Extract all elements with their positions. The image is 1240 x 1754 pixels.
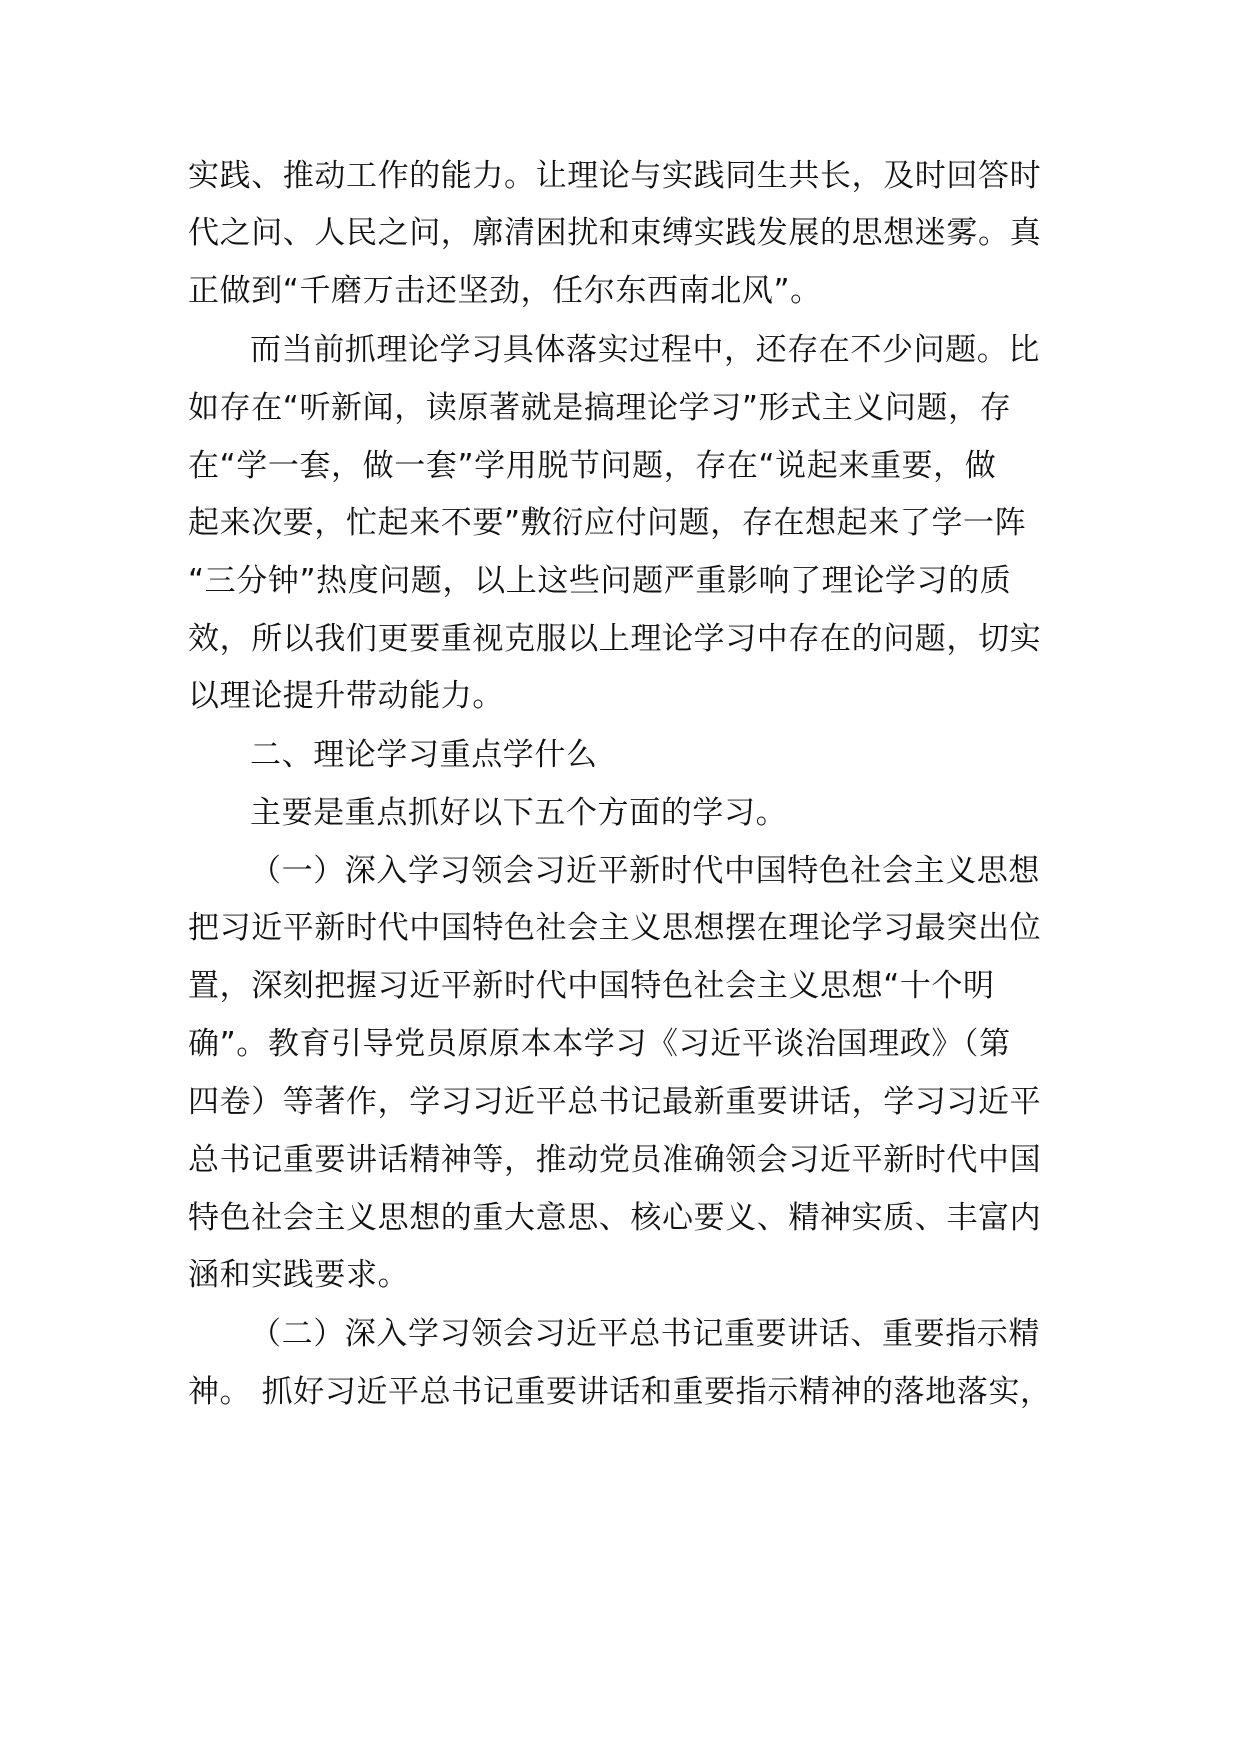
- text-line: 总书记重要讲话精神等，推动党员准确领会习近平新时代中国: [188, 1142, 1042, 1178]
- text-line: 实践、推动工作的能力。让理论与实践同生共长，及时回答时: [188, 158, 1042, 194]
- text-line: 在“学一套，做一套”学用脱节问题，存在“说起来重要，做: [188, 448, 997, 484]
- text-line: 涵和实践要求。: [188, 1257, 410, 1293]
- text-line: 代之问、人民之问，廓清困扰和束缚实践发展的思想迷雾。真: [188, 215, 1042, 251]
- text-line: 确”。教育引导党员原原本本学习《习近平谈治国理政》（第: [188, 1026, 1011, 1062]
- text-line: 四卷）等著作，学习习近平总书记最新重要讲话，学习习近平: [188, 1084, 1042, 1120]
- text-line: 效，所以我们更要重视克服以上理论学习中存在的问题，切实: [188, 621, 1042, 657]
- text-line: 如存在“听新闻，读原著就是搞理论学习”形式主义问题，存: [188, 390, 1012, 426]
- text-line: 正做到“千磨万击还坚劲，任尔东西南北风”。: [188, 273, 822, 309]
- text-line: 以理论提升带动能力。: [188, 678, 504, 714]
- subsection-heading: （二）深入学习领会习近平总书记重要讲话、重要指示精: [250, 1316, 1040, 1352]
- text-line: 神。 抓好习近平总书记重要讲话和重要指示精神的落地落实，: [188, 1374, 1052, 1410]
- text-line: 特色社会主义思想的重大意思、核心要义、精神实质、丰富内: [188, 1200, 1042, 1236]
- text-line: 置，深刻把握习近平新时代中国特色社会主义思想“十个明: [188, 968, 995, 1004]
- section-heading: 二、理论学习重点学什么: [250, 737, 598, 773]
- text-line: “三分钟”热度问题，以上这些问题严重影响了理论学习的质: [188, 563, 1012, 599]
- text-line: 而当前抓理论学习具体落实过程中，还存在不少问题。比: [250, 332, 1040, 368]
- subsection-heading: （一）深入学习领会习近平新时代中国特色社会主义思想: [250, 853, 1040, 889]
- text-line: 把习近平新时代中国特色社会主义思想摆在理论学习最突出位: [188, 910, 1042, 946]
- text-line: 主要是重点抓好以下五个方面的学习。: [250, 795, 788, 831]
- text-line: 起来次要，忙起来不要”敷衍应付问题，存在想起来了学一阵: [188, 505, 1027, 541]
